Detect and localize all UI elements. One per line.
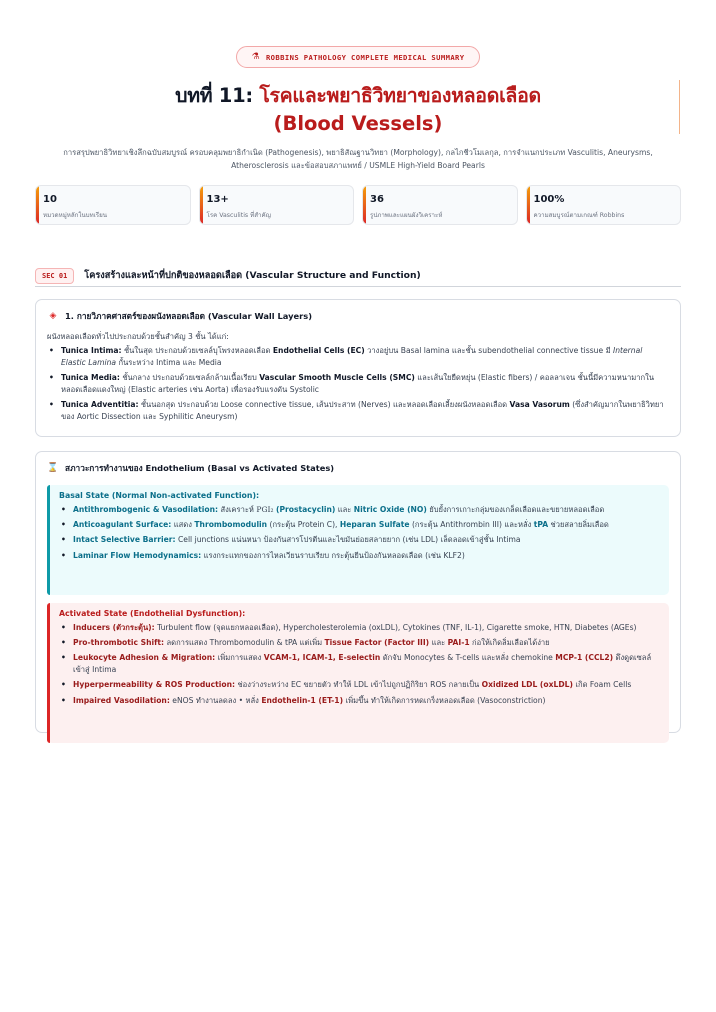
title-prefix: บทที่ 11:: [175, 84, 260, 107]
layers-icon: ◈: [49, 311, 57, 321]
page-subtitle: การสรุปพยาธิวิทยาเชิงลึกฉบับสมบูรณ์ ครอบคลุมพยาธิกำเนิด (Pathogenesis), พยาธิสัณฐานวิทยา (Morphology), กลไกชีวโมเลกุล, การจำแนกประเภท Vasculitis, Aneurysms, Atherosclerosis และข้อสอบสภาแพทย์ / USMLE High-Yield Board Pearls: [63, 148, 653, 170]
basal-state-title: Basal State (Normal Non-activated Function):: [59, 491, 260, 500]
list-item: • Inducers (ตัวกระตุ้น): Turbulent flow (จุดแยกหลอดเลือด), Hypercholesterolemia (oxLDL), Cytokines (TNF, IL-1), Cigarette smoke, HTN, Diabetes (AGEs): [59, 622, 661, 634]
title-accent-bar: [679, 80, 680, 134]
title-main: โรคและพยาธิวิทยาของหลอดเลือด: [259, 84, 541, 107]
stat-card: [526, 185, 682, 225]
stat-value: 100%: [533, 194, 565, 205]
list-item: • Tunica Media: ชั้นกลาง ประกอบด้วยเซลล์กล้ามเนื้อเรียบ Vascular Smooth Muscle Cells (SMC) และเส้นใยยืดหยุ่น (Elastic fibers) / คอลลาเจน ชั้นนี้มีความหนามากในหลอดเลือดแดงใหญ่ (Elastic arteries เช่น Aorta) เพื่อรองรับแรงดัน Systolic: [47, 372, 669, 397]
card-intro: ผนังหลอดเลือดทั่วไปประกอบด้วยชั้นสำคัญ 3 ชั้น ได้แก่:: [47, 332, 229, 341]
activated-state-box: [47, 603, 669, 743]
endothelium-states-card: [35, 451, 681, 733]
list-item: • Pro-thrombotic Shift: ลดการแสดง Thrombomodulin & tPA แต่เพิ่ม Tissue Factor (Factor III) และ PAI-1 ก่อให้เกิดลิ่มเลือดได้ง่าย: [59, 637, 661, 649]
card-title: สภาวะการทำงานของ Endothelium (Basal vs Activated States): [65, 463, 335, 473]
section-header: [35, 265, 681, 287]
stat-label: โรค Vasculitis ที่สำคัญ: [206, 212, 271, 219]
stat-card: [35, 185, 191, 225]
list-item: • Hyperpermeability & ROS Production: ช่องว่างระหว่าง EC ขยายตัว ทำให้ LDL เข้าไปถูกปฏิกิริยา ROS กลายเป็น Oxidized LDL (oxLDL) เกิด Foam Cells: [59, 679, 661, 691]
stat-value: 36: [370, 194, 384, 205]
stat-value: 10: [43, 194, 57, 205]
list-item: • Antithrombogenic & Vasodilation: สังเคราะห์ PGI₂ (Prostacyclin) และ Nitric Oxide (NO) ยับยั้งการเกาะกลุ่มของเกล็ดเลือดและขยายหลอดเลือด: [59, 504, 661, 516]
card-title: 1. กายวิภาคศาสตร์ของผนังหลอดเลือด (Vascular Wall Layers): [65, 311, 312, 321]
stat-card: [199, 185, 355, 225]
basal-state-box: [47, 485, 669, 595]
stat-card: [362, 185, 518, 225]
microscope-icon: ⚗: [251, 52, 260, 62]
list-item: • Anticoagulant Surface: แสดง Thrombomodulin (กระตุ้น Protein C), Heparan Sulfate (กระตุ้น Antithrombin III) และหลั่ง tPA ช่วยสลายลิ่มเลือด: [59, 519, 661, 531]
list-item: • Tunica Intima: ชั้นในสุด ประกอบด้วยเซลล์บุโพรงหลอดเลือด Endothelial Cells (EC) วางอยู่บน Basal lamina และชั้น subendothelial connective tissue มี Internal Elastic Lamina กั้นระหว่าง Intima และ Media: [47, 345, 669, 370]
stat-label: ความสมบูรณ์ตามเกณฑ์ Robbins: [533, 212, 625, 219]
activated-state-title: Activated State (Endothelial Dysfunction):: [59, 609, 246, 618]
stat-label: รูปภาพและแผนผังวิเคราะห์: [370, 212, 443, 219]
list-item: • Intact Selective Barrier: Cell junctions แน่นหนา ป้องกันสารโปรตีนและไขมันย่อยสลายยาก (เช่น LDL) เล็ดลอดเข้าสู่ชั้น Intima: [59, 534, 661, 546]
section-tag: SEC 01: [35, 268, 74, 284]
page-title: [0, 82, 716, 138]
section-title: โครงสร้างและหน้าที่ปกติของหลอดเลือด (Vascular Structure and Function): [84, 270, 421, 281]
stat-value: 13+: [206, 194, 229, 205]
list-item: • Laminar Flow Hemodynamics: แรงกระแทกของการไหลเวียนราบเรียบ กระตุ้นยีนป้องกันหลอดเลือด (เช่น KLF2): [59, 550, 661, 562]
header-badge: [236, 46, 479, 68]
badge-text: ROBBINS PATHOLOGY COMPLETE MEDICAL SUMMARY: [265, 52, 465, 62]
list-item: • Tunica Adventitia: ชั้นนอกสุด ประกอบด้วย Loose connective tissue, เส้นประสาท (Nerves) และหลอดเลือดเลี้ยงผนังหลอดเลือด Vasa Vasorum (ซึ่งสำคัญมากในพยาธิวิทยาของ Aortic Dissection และ Syphilitic Aneurysm): [47, 399, 669, 424]
list-item: • Leukocyte Adhesion & Migration: เพิ่มการแสดง VCAM-1, ICAM-1, E-selectin ดักจับ Monocytes & T-cells และหลั่ง chemokine MCP-1 (CCL2) ดึงดูดเซลล์เข้าสู่ Intima: [59, 652, 661, 676]
hourglass-icon: ⌛: [47, 463, 59, 473]
vascular-layers-card: [35, 299, 681, 437]
list-item: • Impaired Vasodilation: eNOS ทำงานลดลง • หลั่ง Endothelin-1 (ET-1) เพิ่มขึ้น ทำให้เกิดการหดเกร็งหลอดเลือด (Vasoconstriction): [59, 695, 661, 707]
title-english: (Blood Vessels): [273, 112, 443, 135]
stat-label: หมวดหมู่หลักในบทเรียน: [43, 212, 107, 219]
stats-row: [35, 185, 681, 225]
